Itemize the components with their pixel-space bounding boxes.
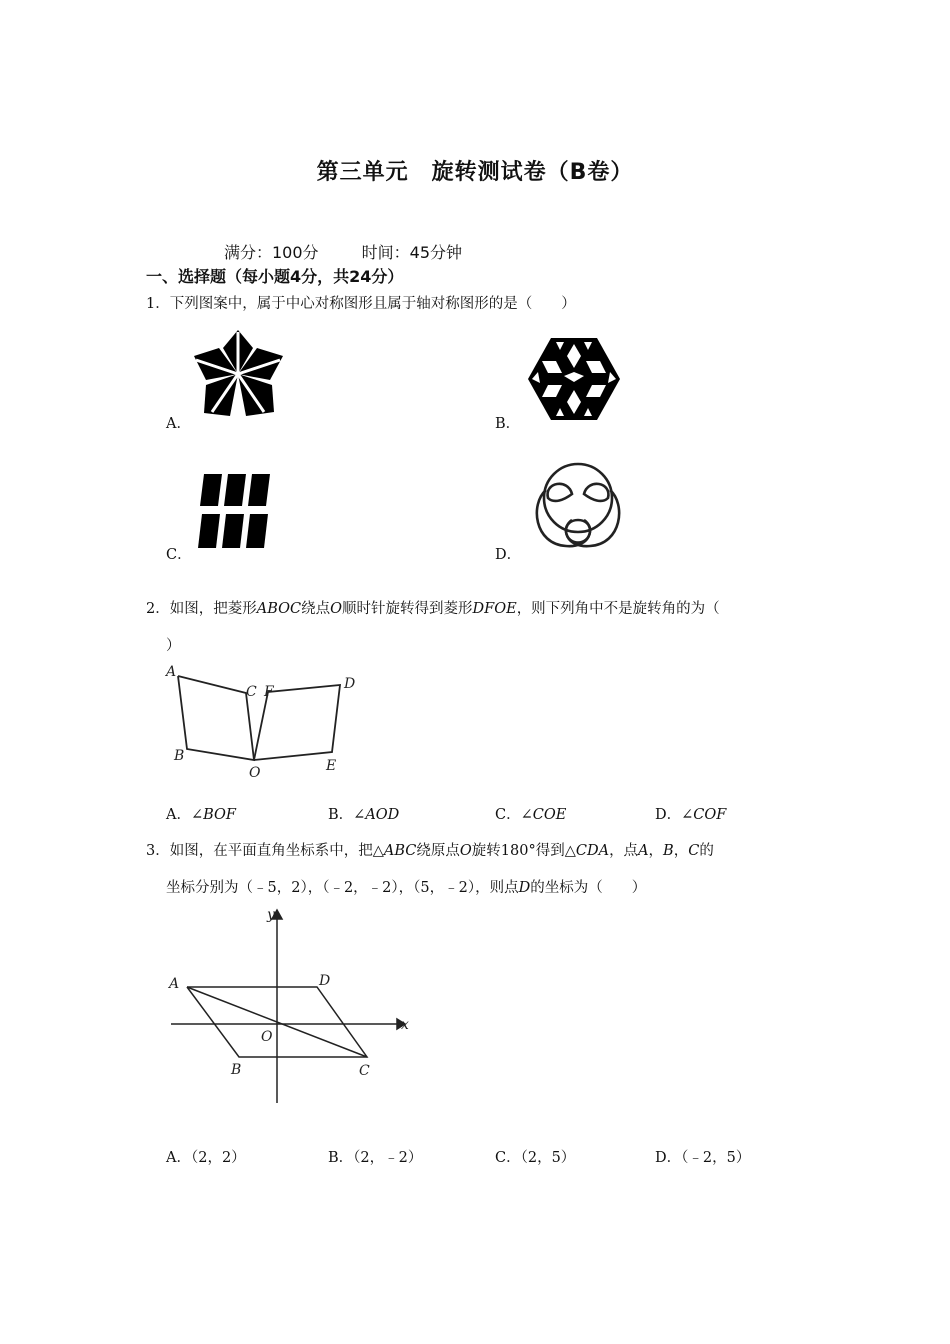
q3-option-c: C．（2，5） bbox=[495, 1150, 576, 1166]
q3-option-d: D．（﹣2，5） bbox=[655, 1150, 751, 1166]
three-circles-knot-figure bbox=[526, 458, 630, 554]
q2-option-c: C．∠COE bbox=[495, 807, 567, 823]
q1-option-c-label: C． bbox=[166, 547, 192, 563]
label-x: x bbox=[401, 1017, 409, 1033]
q1-option-b-label: B． bbox=[495, 416, 521, 432]
label-F: F bbox=[264, 684, 274, 700]
label-C: C bbox=[246, 684, 257, 700]
q2-option-a: A．∠BOF bbox=[166, 807, 236, 823]
pinwheel-pentagon-figure bbox=[188, 328, 288, 420]
q3-stem-line2: 坐标分别为（﹣5，2），（﹣2，﹣2），（5，﹣2），则点D的坐标为（ ） bbox=[166, 880, 647, 896]
q1-option-d-label: D． bbox=[495, 547, 522, 563]
label-A: A bbox=[169, 976, 180, 992]
label-C: C bbox=[359, 1063, 370, 1079]
q1-option-a-label: A． bbox=[166, 416, 191, 432]
coordinate-rotation-figure bbox=[165, 905, 415, 1110]
label-E: E bbox=[326, 758, 337, 774]
q3-stem: 3．如图，在平面直角坐标系中，把△ABC绕原点O旋转180°得到△CDA，点A，B，C的 bbox=[146, 843, 714, 859]
q3-option-b: B．（2，﹣2） bbox=[328, 1150, 423, 1166]
label-A: A bbox=[166, 664, 177, 680]
label-D: D bbox=[319, 973, 331, 989]
hexagon-snowflake-figure bbox=[528, 338, 620, 420]
full-score: 满分：100分 bbox=[224, 243, 319, 262]
section-heading: 一、选择题（每小题4分，共24分） bbox=[146, 267, 404, 286]
parallelogram-bars-figure bbox=[196, 472, 272, 550]
q3-option-a: A．（2，2） bbox=[166, 1150, 246, 1166]
q2-option-b: B．∠AOD bbox=[328, 807, 400, 823]
q2-option-d: D．∠COF bbox=[655, 807, 727, 823]
label-O: O bbox=[261, 1029, 273, 1045]
label-y: y bbox=[267, 907, 275, 923]
rhombus-rotation-figure bbox=[160, 660, 370, 785]
q2-stem: 2．如图，把菱形ABOC绕点O顺时针旋转得到菱形DFOE，则下列角中不是旋转角的为（ bbox=[146, 601, 720, 617]
label-D: D bbox=[344, 676, 356, 692]
label-O: O bbox=[249, 765, 261, 781]
label-B: B bbox=[174, 748, 185, 764]
label-B: B bbox=[231, 1062, 242, 1078]
exam-meta bbox=[224, 240, 500, 263]
q2-stem-line2: ） bbox=[166, 638, 181, 654]
q1-stem: 1．下列图案中，属于中心对称图形且属于轴对称图形的是（ ） bbox=[146, 296, 576, 312]
time-limit: 时间：45分钟 bbox=[361, 243, 463, 262]
page-title: 第三单元 旋转测试卷（B卷） bbox=[316, 160, 634, 185]
